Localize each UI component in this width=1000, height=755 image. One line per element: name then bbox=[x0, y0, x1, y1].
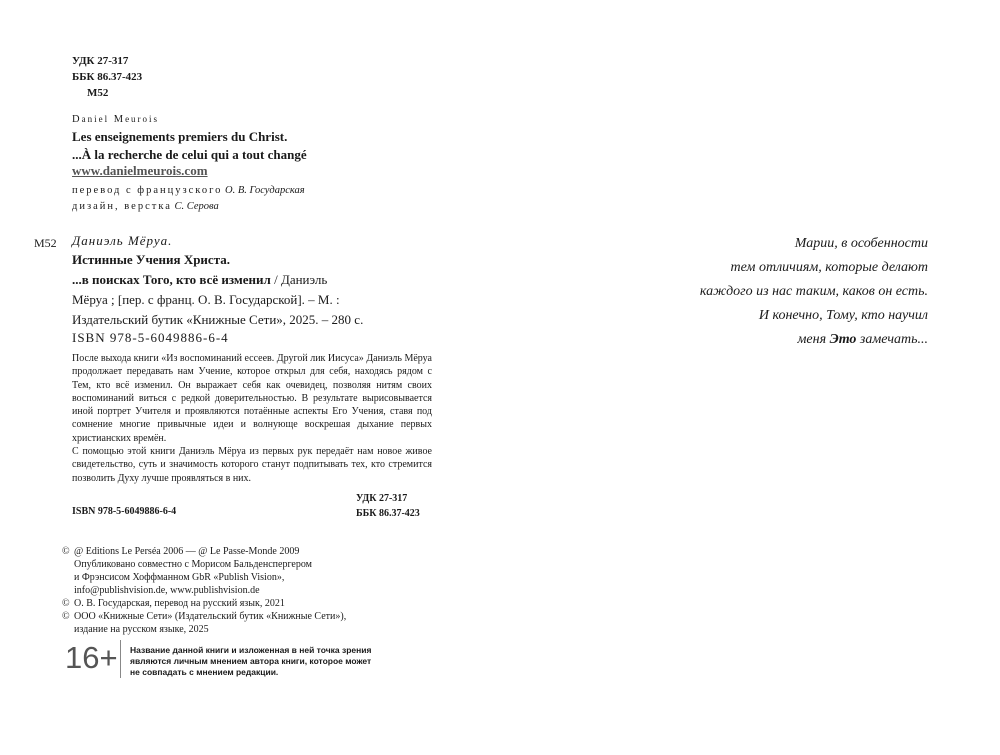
original-author: Daniel Meurois bbox=[72, 114, 160, 125]
credits-block bbox=[72, 183, 305, 215]
translation-credit: перевод с французского О. В. Государская bbox=[72, 185, 305, 196]
bottom-bbk: ББК 86.37-423 bbox=[356, 508, 420, 519]
classification-block bbox=[72, 53, 142, 101]
card-title-line-4: Издательский бутик «Книжные Сети», 2025. – 280 с. bbox=[72, 312, 364, 327]
original-title-line-2: ...À la recherche de celui qui a tout changé bbox=[72, 147, 307, 162]
copyright-line: © О. В. Государская, перевод на русский язык, 2021 bbox=[62, 598, 285, 609]
card-isbn: ISBN 978-5-6049886-6-4 bbox=[72, 330, 229, 345]
bbk-code: ББК 86.37-423 bbox=[72, 71, 143, 83]
design-credit: дизайн, верстка С. Серова bbox=[72, 201, 219, 212]
card-title-line-1: Истинные Учения Христа. bbox=[72, 252, 230, 267]
card-author: Даниэль Мёруа. bbox=[72, 233, 173, 248]
copyright-icon: © bbox=[62, 598, 70, 609]
dedication-line: Марии, в особенности bbox=[794, 236, 928, 251]
age-rating-note: Название данной книги и изложенная в ней точка зрения являются личным мнением автора книги, которое может не совпадать с мнением редакции. bbox=[130, 645, 372, 677]
udk-code: УДК 27-317 bbox=[72, 55, 129, 67]
copyright-block bbox=[62, 545, 346, 636]
card-title-line-2: ...в поисках Того, кто всё изменил / Даниэль bbox=[72, 272, 328, 287]
annotation-paragraph-2: С помощью этой книги Даниэль Мёруа из первых рук передаёт нам новое живое свидетельство, суть и значимость которого станут подпитывать тех, кто стремится позволить Духу лучше проявляться в них. bbox=[72, 446, 432, 484]
copyright-line: и Фрэнсисом Хоффманном GbR «Publish Vision», bbox=[74, 572, 285, 583]
author-mark: М52 bbox=[87, 87, 109, 99]
copyright-line: Опубликовано совместно с Морисом Бальденспергером bbox=[74, 559, 312, 570]
card-title bbox=[72, 250, 442, 330]
bottom-classification bbox=[356, 491, 420, 521]
copyright-line: © @ Editions Le Perséa 2006 — @ Le Passe-Monde 2009 bbox=[62, 546, 300, 557]
card-title-line-3: Мёруа ; [пер. с франц. О. В. Государской]. – М. : bbox=[72, 292, 340, 307]
dedication bbox=[628, 232, 928, 352]
dedication-line: каждого из нас таким, каков он есть. bbox=[699, 284, 928, 299]
dedication-line: меня Это замечать... bbox=[797, 332, 928, 347]
dedication-line: тем отличиям, которые делают bbox=[730, 260, 928, 275]
copyright-icon: © bbox=[62, 611, 70, 622]
author-website-link[interactable]: www.danielmeurois.com bbox=[72, 163, 208, 178]
annotation bbox=[72, 352, 432, 485]
age-rating-divider bbox=[120, 640, 121, 678]
annotation-paragraph-1: После выхода книги «Из воспоминаний ессеев. Другой лик Иисуса» Даниэль Мёруа продолжает передавать нам Учение, которое открыл для себя, находясь рядом с Тем, кто всё изменил. Он выражает себя как очевидец, позволяя нитям своих воспоминаний виться с редкой доверительностью. В результате вырисовывается иной портрет Учителя и проявляются потаённые аспекты Его Учения, ставя под сомнение многие привычные идеи и волнующе воскрешая дыхание первых христианских времён. bbox=[72, 353, 432, 444]
dedication-line: И конечно, Тому, кто научил bbox=[758, 308, 928, 323]
bottom-isbn: ISBN 978-5-6049886-6-4 bbox=[72, 506, 177, 517]
age-rating-badge: 16+ bbox=[65, 640, 118, 675]
original-title-line-1: Les enseignements premiers du Christ. bbox=[72, 129, 288, 144]
copyright-icon: © bbox=[62, 546, 70, 557]
copyright-line: info@publishvision.de, www.publishvision.de bbox=[74, 585, 260, 596]
copyright-line: © ООО «Книжные Сети» (Издательский бутик «Книжные Сети»), bbox=[62, 611, 347, 622]
copyright-line: издание на русском языке, 2025 bbox=[74, 624, 209, 635]
bottom-udk: УДК 27-317 bbox=[356, 493, 408, 504]
original-title bbox=[72, 128, 402, 164]
card-author-mark: М52 bbox=[34, 236, 57, 250]
